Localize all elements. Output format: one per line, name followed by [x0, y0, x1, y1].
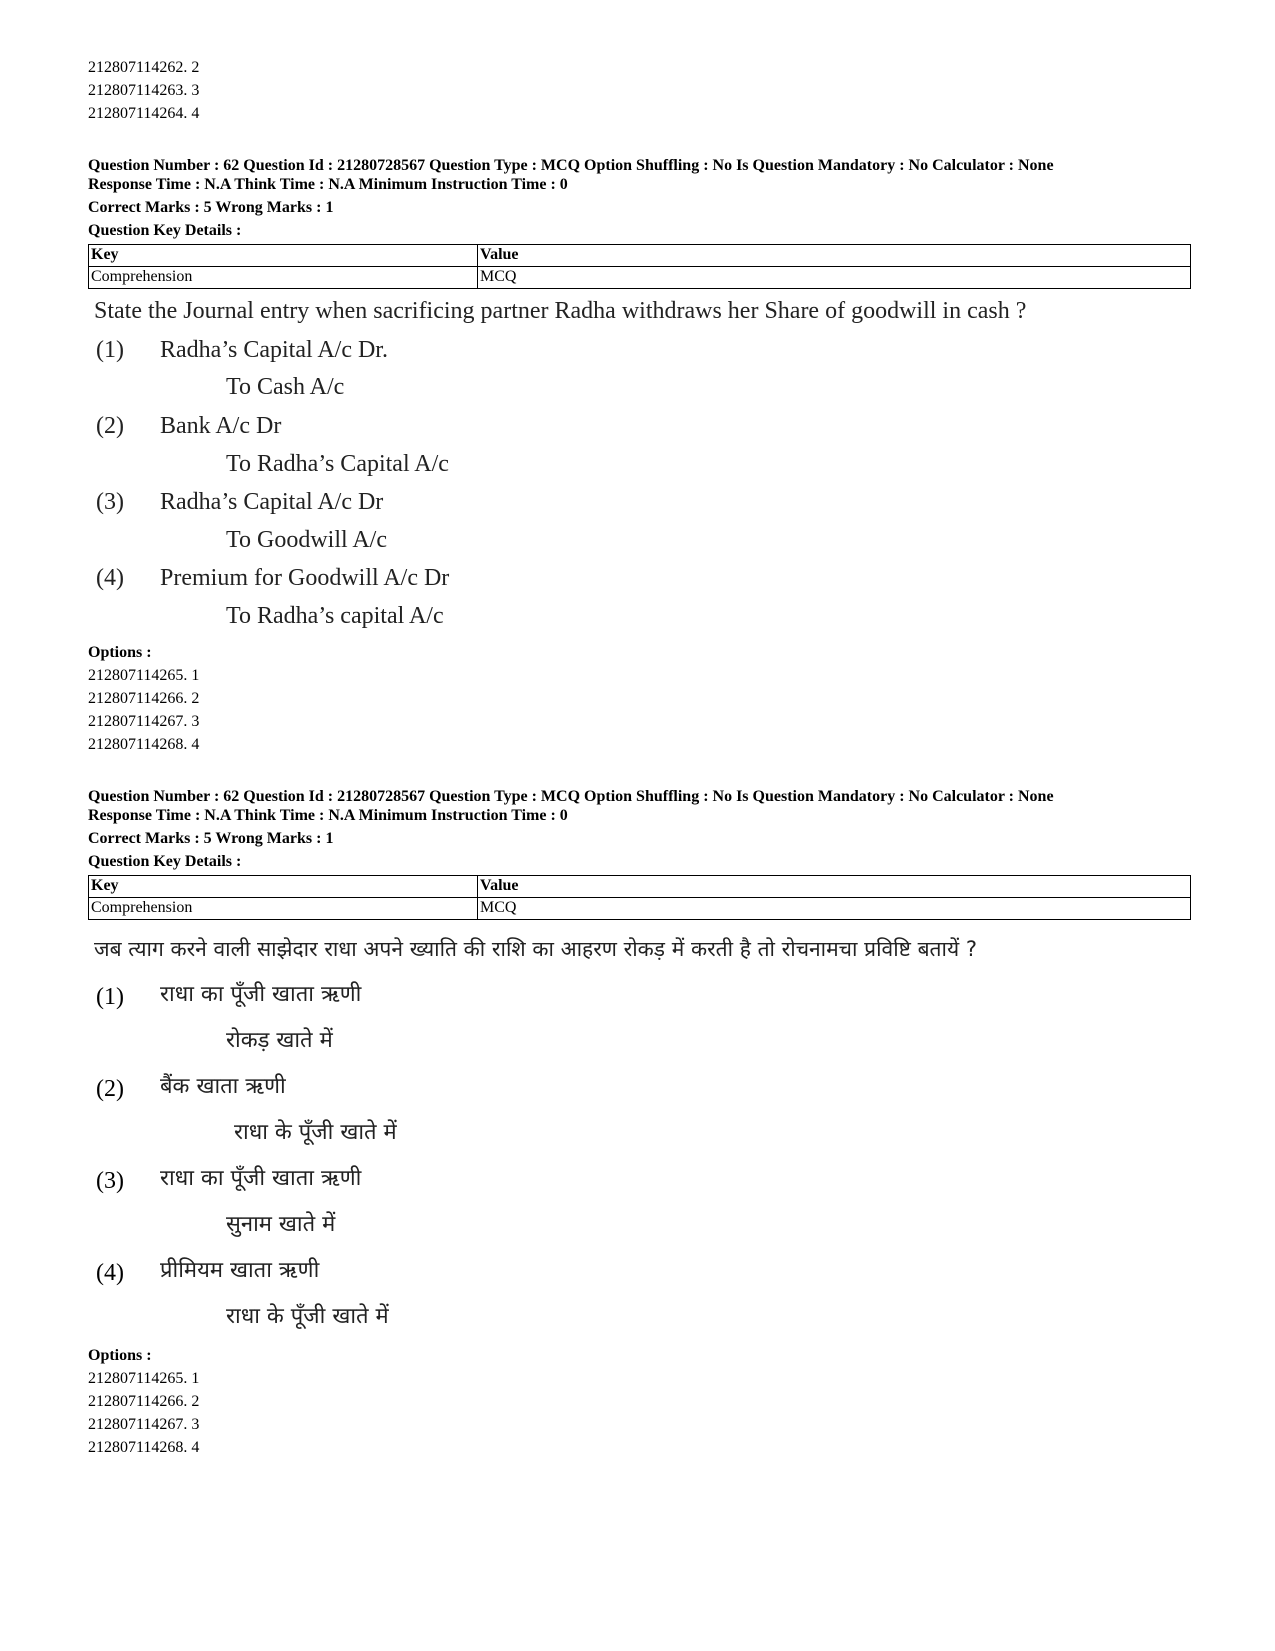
key-details-label: Question Key Details : [88, 853, 242, 870]
choice-credit: To Cash A/c [226, 374, 345, 400]
marks-line: Correct Marks : 5 Wrong Marks : 1 [88, 199, 334, 216]
table-header-key: Key [89, 876, 478, 898]
choice-debit: बैंक खाता ऋणी [160, 1074, 286, 1099]
choice-credit: राधा के पूँजी खाते में [226, 1304, 389, 1329]
choice-credit: To Radha’s Capital A/c [226, 451, 449, 477]
option-line: 212807114265. 1 [88, 1370, 200, 1387]
option-line: 212807114268. 4 [88, 1439, 200, 1456]
choice-debit: राधा का पूँजी खाता ऋणी [160, 982, 362, 1007]
option-line: 212807114263. 3 [88, 82, 200, 99]
choice-credit: To Goodwill A/c [226, 527, 387, 553]
options-label: Options : [88, 1347, 152, 1364]
table-cell-value: MCQ [478, 898, 1191, 920]
question-meta: Question Number : 62 Question Id : 21280728567 Question Type : MCQ Option Shuffling : No Is Question Mandatory : No Calculator : None [88, 788, 1054, 805]
option-line: 212807114267. 3 [88, 1416, 200, 1433]
table-cell-key: Comprehension [89, 898, 478, 920]
key-details-table [88, 244, 1191, 289]
table-header-value: Value [478, 876, 1191, 898]
option-line: 212807114266. 2 [88, 690, 200, 707]
choice-debit: Premium for Goodwill A/c Dr [160, 565, 450, 591]
key-details-label: Question Key Details : [88, 222, 242, 239]
choice-credit: To Radha’s capital A/c [226, 603, 444, 629]
choice-number: (1) [96, 984, 124, 1010]
choice-debit: Radha’s Capital A/c Dr [160, 489, 384, 515]
question-content [88, 294, 1188, 639]
option-line: 212807114264. 4 [88, 105, 200, 122]
option-line: 212807114268. 4 [88, 736, 200, 753]
choice-number: (4) [96, 1260, 124, 1286]
choice-debit: Radha’s Capital A/c Dr. [160, 337, 388, 363]
question-text: जब त्याग करने वाली साझेदार राधा अपने ख्याति की राशि का आहरण रोकड़ में करती है तो रोचनामचा प्रविष्टि बतायें ? [94, 937, 977, 961]
table-header-key: Key [89, 245, 478, 267]
option-line: 212807114266. 2 [88, 1393, 200, 1410]
table-cell-key: Comprehension [89, 267, 478, 289]
option-line: 212807114262. 2 [88, 59, 200, 76]
choice-credit: राधा के पूँजी खाते में [234, 1120, 397, 1145]
choice-number: (2) [96, 413, 124, 439]
choice-debit: Bank A/c Dr [160, 413, 282, 439]
choice-number: (1) [96, 337, 124, 363]
choice-number: (3) [96, 489, 124, 515]
table-cell-value: MCQ [478, 267, 1191, 289]
question-content [88, 930, 1188, 1340]
question-meta: Response Time : N.A Think Time : N.A Minimum Instruction Time : 0 [88, 807, 568, 824]
options-label: Options : [88, 644, 152, 661]
question-meta: Question Number : 62 Question Id : 21280728567 Question Type : MCQ Option Shuffling : No Is Question Mandatory : No Calculator : None [88, 157, 1054, 174]
choice-credit: सुनाम खाते में [226, 1212, 336, 1237]
choice-debit: राधा का पूँजी खाता ऋणी [160, 1166, 362, 1191]
option-line: 212807114265. 1 [88, 667, 200, 684]
key-details-table [88, 875, 1191, 920]
table-header-value: Value [478, 245, 1191, 267]
choice-number: (3) [96, 1168, 124, 1194]
choice-number: (4) [96, 565, 124, 591]
choice-credit: रोकड़ खाते में [226, 1028, 333, 1053]
question-text: State the Journal entry when sacrificing partner Radha withdraws her Share of goodwill in cash ? [94, 298, 1027, 324]
choice-debit: प्रीमियम खाता ऋणी [160, 1258, 320, 1283]
option-line: 212807114267. 3 [88, 713, 200, 730]
question-meta: Response Time : N.A Think Time : N.A Minimum Instruction Time : 0 [88, 176, 568, 193]
choice-number: (2) [96, 1076, 124, 1102]
marks-line: Correct Marks : 5 Wrong Marks : 1 [88, 830, 334, 847]
